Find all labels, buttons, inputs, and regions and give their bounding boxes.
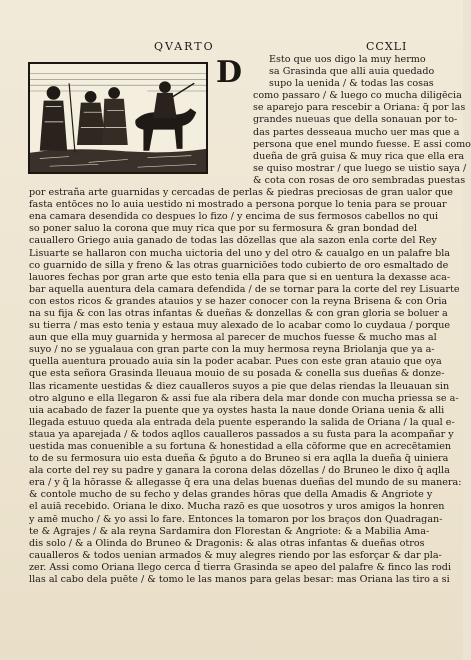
- text-line: como passaro / & luego co mucha diligēcia: [253, 90, 462, 102]
- text-line: lauores fechas por gran arte que esto tenia ella para que si en uentura la dexasse aca-: [29, 271, 451, 283]
- text-line: con estos ricos & grandes atauios y se hazer conocer con la reyna Brisena & con Oria: [29, 295, 448, 307]
- text-line: das partes desseaua mucho uer mas que a: [253, 126, 460, 138]
- text-line: dueña de grā guisa & muy rica que ella era: [253, 150, 465, 162]
- text-line: cauallero Griego auia ganado de todas las dōzellas que ala sazon enla corte del Rey: [29, 235, 437, 247]
- text-line: por estraña arte guarnidas y cercadas de perlas & piedras preciosas de gran ualor que: [29, 187, 453, 199]
- running-head: QVARTO: [154, 40, 215, 53]
- body-text: [29, 54, 471, 586]
- text-line: el auiā recebido. Oriana le dixo. Mucha razō es que uosotros y uros amigos la honren: [29, 501, 445, 513]
- text-line: to de su fermosura uio esta dueña & p̄guto a do Bruneo si era aqlla la dueña q̄ uiniera: [29, 453, 449, 465]
- text-line: que esta señora Grasinda lleuaua mouio de su posada & conella sus dueñas & donze-: [29, 368, 445, 380]
- text-line: uia acabado de fazer la puente que ya oystes hasta la naue donde Oriana uenia & alli: [29, 404, 445, 416]
- text-line: supo la uenida / & todas las cosas: [269, 78, 434, 90]
- text-line: Esto que uos digo la muy hermo: [269, 54, 426, 65]
- text-line: era / y q̄ la hōrasse & allegasse q̄ era una delas buenas dueñas del mundo de su manera:: [29, 477, 462, 489]
- page-header: [0, 40, 463, 54]
- text-line: persona que enel mundo fuesse. E assi como: [253, 138, 471, 150]
- text-line: uestida mas conuenible a su fortuna & honestidad a ella cōforme que en acrecētamien: [29, 441, 452, 452]
- text-line: su tierra / mas esto tenia y estaua muy alexado de lo acabar como lo cuydaua / porque: [29, 320, 451, 332]
- text-line: zer. Assi como Oriana llego cerca d̄ tierra Grasinda se apeo del palafre & finco las rodi: [29, 561, 452, 573]
- text-line: llas ricamente uestidas & diez caualleros suyos a pie que delas riendas la lleuauan sin: [29, 380, 450, 392]
- text-line: bar aquella auentura dela camara defendida / de se tornar para la corte del rey Lisuarte: [29, 283, 460, 295]
- text-line: te & Agrajes / & ala reyna Sardamira don Florestan & Angriote: & a Mabilia Ama-: [29, 525, 430, 537]
- text-line: ala corte del rey su padre y ganara la corona delas dōzellas / do Bruneo le dixo q̄ aqlla: [29, 465, 450, 477]
- text-line: Lisuarte se hallaron con mucha uictoria del uno y del otro & caualgo en un palafre bla: [29, 247, 451, 259]
- text-line: suyo / no se ygualaua con gran parte con la muy hermosa reyna Briolanja que ya a-: [29, 344, 435, 356]
- text-line: caualleros & todos uenian armados & muy alegres riendo por las esforçar & dar pla-: [29, 549, 442, 561]
- text-line: llas al cabo dela puēte / & tomo le las manos para gelas besar: mas Oriana las tiro a si: [29, 574, 450, 586]
- text-line: & contole mucho de su fecho y delas grandes hōras que della Amadis & Angriote y: [29, 489, 433, 501]
- text-line: se quiso mostrar / que luego se uistio saya /: [253, 162, 467, 174]
- text-line: se aparejo para rescebir a Oriana: q̄ por las: [253, 102, 466, 114]
- text-line: llegada estuuo queda ala entrada dela puente esperando la salida de Oriana / la qual e-: [29, 416, 455, 428]
- text-line: otro alguno e ella llegaron & assi fue ala ribera dela mar donde con mucha priessa se a-: [29, 392, 459, 404]
- text-line: staua ya aparejada / & todos aqllos caualleros passados a su fusta para la acompañar y: [29, 428, 454, 440]
- text-line: co guarnido de silla y freno & las otras guarniciōes todo cubierto de oro esmaltado de: [29, 259, 449, 271]
- text-line: y amē mucho / & yo assi lo fare. Entonces la tomaron por los braços don Quadragan-: [29, 513, 443, 525]
- text-line: & cota con rosas de oro sembradas puestas: [253, 174, 466, 186]
- drop-cap-initial: D: [216, 55, 243, 90]
- text-line: fasta entōces no lo auia uestido ni mostrado a persona porque lo tenia para se prouar: [29, 199, 447, 211]
- folio-number: CCXLI: [366, 40, 408, 53]
- text-line: so poner saluo la corona que muy rica que por su fermosura & gran bondad del: [29, 223, 417, 235]
- text-line: quella auentura prouado auia sin la poder acabar. Pues con este gran atauio que oya: [29, 356, 442, 368]
- text-line: ena camara desendida co despues lo fizo / y encima de sus fermosos cabellos no qui: [29, 211, 439, 223]
- text-line: dis solo / & a Olinda do Bruneo & Dragonis: & alas otras infantas & dueñas otros: [29, 537, 425, 549]
- text-line: sa Grasinda que alli auia quedado: [269, 66, 435, 78]
- text-line: na su fija & con las otras infantas & dueñas & donzellas & con gran gloria se boluer a: [29, 307, 448, 319]
- text-line: aun que ella muy guarnida y hermosa al parecer de muchos fuesse & mucho mas al: [29, 332, 437, 344]
- text-line: grandes nueuas que della sonauan por to-: [253, 114, 458, 126]
